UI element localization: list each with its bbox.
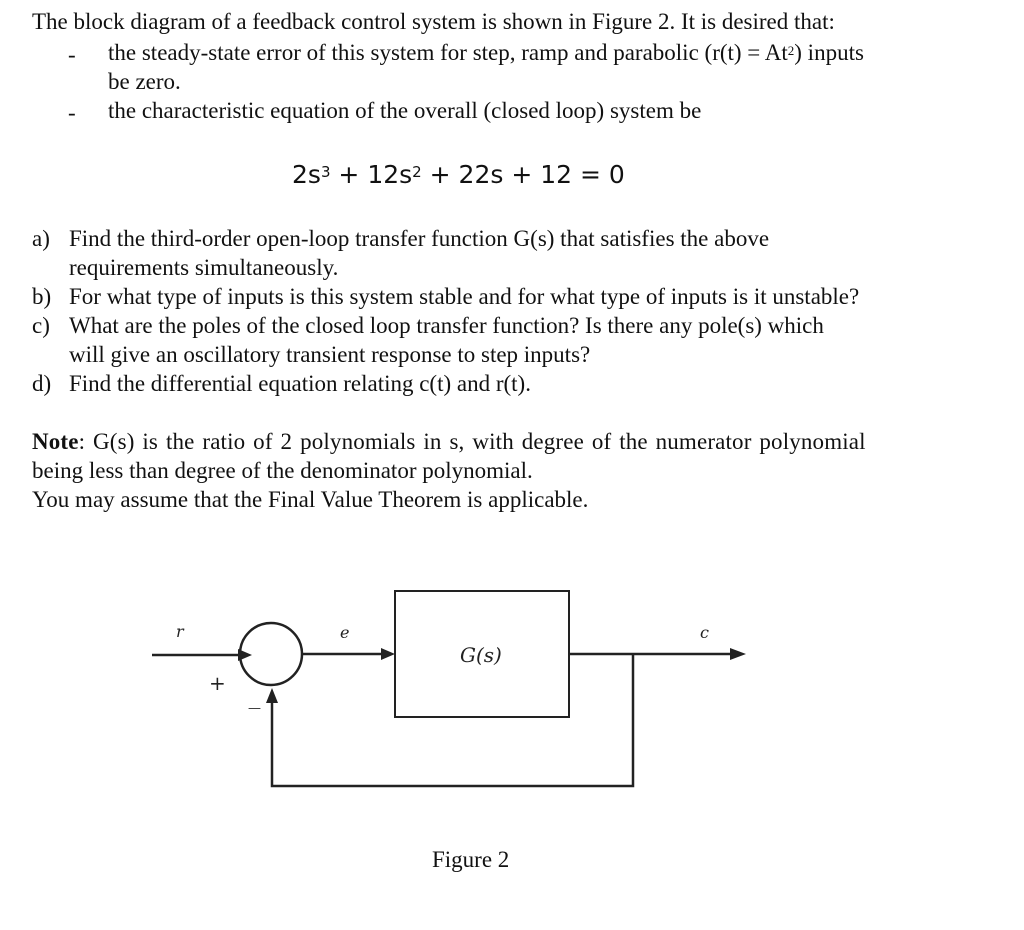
minus-sign: — (248, 701, 261, 716)
plus-sign: + (209, 671, 226, 695)
requirement-2-line1: the characteristic equation of the overall (closed loop) system be (108, 98, 702, 123)
feedback-arrow-head (266, 688, 278, 703)
input-arrow-head (238, 649, 252, 661)
question-c-label: c) (32, 313, 50, 338)
note-text: : G(s) is the ratio of 2 polynomials in s, with degree of the numerator polynomial (78, 429, 866, 454)
question-a-line1: Find the third-order open-loop transfer function G(s) that satisfies the above (69, 226, 770, 251)
requirement-1-text: the steady-state error of this system for step, ramp and parabolic (r(t) = At (108, 40, 788, 65)
question-b-label: b) (32, 284, 52, 309)
feedback-path (272, 654, 633, 786)
question-b-line1: For what type of inputs is this system stable and for what type of inputs is it unstable? (69, 284, 860, 309)
note-line2: being less than degree of the denominator polynomial. (32, 458, 533, 483)
equation-term: 2s (292, 160, 321, 189)
error-label: e (340, 623, 350, 642)
question-a-line2: requirements simultaneously. (69, 255, 339, 280)
note-heading: Note (32, 429, 79, 454)
requirement-dash: - (68, 100, 76, 125)
equation-term: + 22s + 12 = 0 (421, 160, 625, 189)
requirement-1-text-end: ) inputs (794, 40, 864, 65)
question-c-line2: will give an oscillatory transient response to step inputs? (69, 342, 591, 367)
requirement-1-line2: be zero. (108, 69, 181, 94)
block-label: G(s) (460, 643, 502, 667)
input-label: r (176, 622, 184, 641)
requirement-dash: - (68, 42, 76, 67)
figure-caption: Figure 2 (432, 847, 510, 872)
error-arrow-head (381, 648, 395, 660)
intro-text: The block diagram of a feedback control system is shown in Figure 2. It is desired that: (32, 9, 835, 34)
equation-exponent: 3 (320, 163, 331, 181)
equation-term: + 12s (330, 160, 413, 189)
question-d-line1: Find the differential equation relating c(t) and r(t). (69, 371, 531, 396)
requirement-1-exponent: 2 (787, 43, 795, 58)
equation-exponent: 2 (412, 163, 422, 181)
output-arrow-head (730, 648, 746, 660)
question-a-label: a) (32, 226, 50, 251)
question-d-label: d) (32, 371, 52, 396)
note-line3: You may assume that the Final Value Theorem is applicable. (32, 487, 589, 512)
output-label: c (700, 623, 709, 642)
question-c-line1: What are the poles of the closed loop transfer function? Is there any pole(s) which (69, 313, 824, 338)
